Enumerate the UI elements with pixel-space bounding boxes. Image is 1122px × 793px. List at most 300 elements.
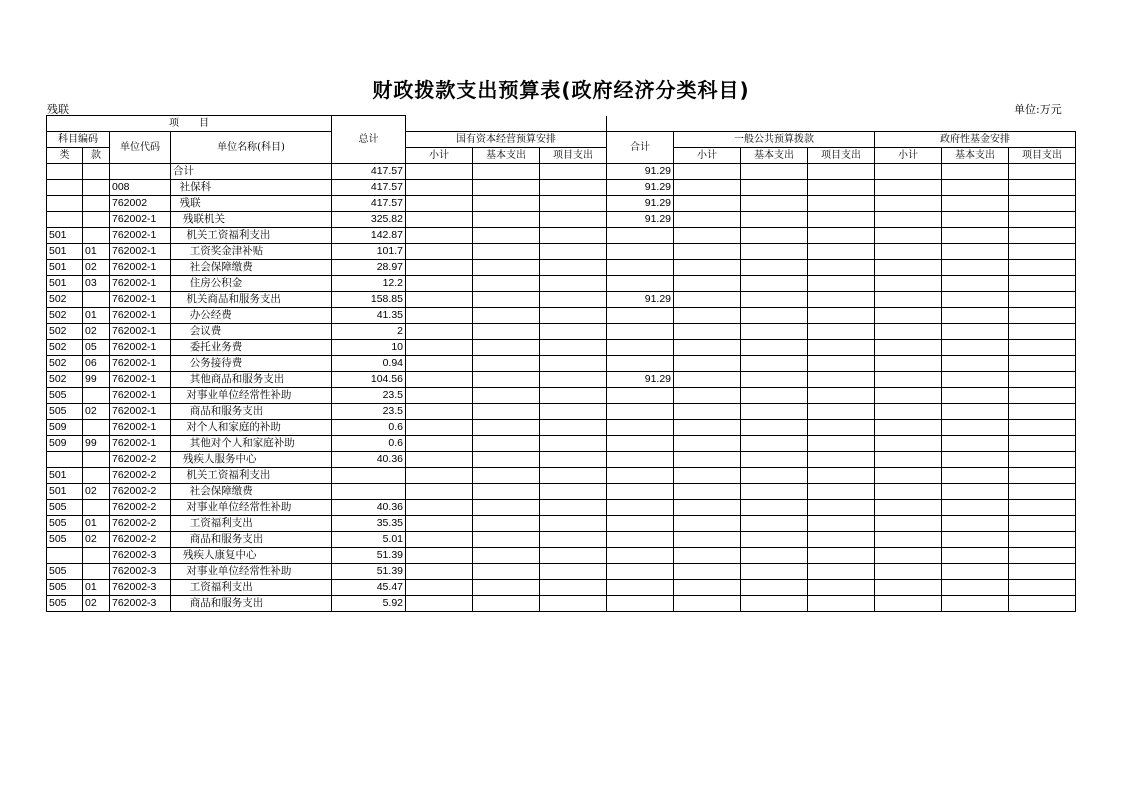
row-sum-cell: 91.29 [607,164,674,180]
row-gf-project-cell [1009,324,1076,340]
header-sum: 合计 [607,132,674,164]
row-class-cell: 502 [47,324,83,340]
row-item-cell: 02 [83,404,110,420]
table-row [47,196,1076,212]
row-sc-project-cell [540,436,607,452]
table-row [47,260,1076,276]
row-gp-project-cell [808,580,875,596]
row-gf-subtotal-cell [875,500,942,516]
row-total-cell: 158.85 [332,292,406,308]
row-gp-basic-cell [741,596,808,612]
row-gf-subtotal-cell [875,404,942,420]
row-gp-basic-cell [741,324,808,340]
row-unit-name-cell: 对事业单位经常性补助 [171,388,332,404]
row-gf-basic-cell [942,500,1009,516]
row-unit-name-cell: 机关工资福利支出 [171,228,332,244]
row-class-cell: 501 [47,228,83,244]
row-gp-basic-cell [741,356,808,372]
row-gp-basic-cell [741,404,808,420]
row-unit-name-cell: 住房公积金 [171,276,332,292]
row-item-cell [83,292,110,308]
row-gf-basic-cell [942,164,1009,180]
row-gp-subtotal-cell [674,580,741,596]
table-row [47,452,1076,468]
row-unit-name-cell: 办公经费 [171,308,332,324]
row-gf-project-cell [1009,276,1076,292]
table-row [47,212,1076,228]
row-gf-subtotal-cell [875,292,942,308]
row-gp-subtotal-cell [674,452,741,468]
table-row [47,244,1076,260]
row-sc-subtotal-cell [406,388,473,404]
row-gp-project-cell [808,516,875,532]
row-gf-project-cell [1009,228,1076,244]
table-row [47,580,1076,596]
row-sc-basic-cell [473,580,540,596]
row-gp-project-cell [808,436,875,452]
row-gf-basic-cell [942,244,1009,260]
header-gf-project: 项目支出 [1009,148,1076,164]
row-unit-code-cell: 762002-3 [110,564,171,580]
row-total-cell: 417.57 [332,180,406,196]
row-class-cell: 501 [47,244,83,260]
row-sum-cell [607,340,674,356]
row-sc-subtotal-cell [406,308,473,324]
row-gp-subtotal-cell [674,372,741,388]
header-blank-2 [607,116,1076,132]
row-sc-basic-cell [473,180,540,196]
row-gf-basic-cell [942,388,1009,404]
row-gp-subtotal-cell [674,532,741,548]
row-sc-basic-cell [473,244,540,260]
row-gp-subtotal-cell [674,548,741,564]
row-item-cell [83,196,110,212]
row-gf-basic-cell [942,436,1009,452]
row-gf-project-cell [1009,292,1076,308]
row-gp-project-cell [808,212,875,228]
row-gp-basic-cell [741,388,808,404]
row-sc-project-cell [540,516,607,532]
row-sc-subtotal-cell [406,180,473,196]
row-gp-basic-cell [741,564,808,580]
header-general-public: 一般公共预算拨款 [674,132,875,148]
row-class-cell: 505 [47,404,83,420]
row-sum-cell [607,404,674,420]
row-item-cell: 99 [83,372,110,388]
row-gf-project-cell [1009,484,1076,500]
row-gp-basic-cell [741,500,808,516]
row-gp-project-cell [808,388,875,404]
row-sc-basic-cell [473,564,540,580]
row-gf-subtotal-cell [875,324,942,340]
row-gp-subtotal-cell [674,164,741,180]
row-sc-basic-cell [473,372,540,388]
table-row [47,468,1076,484]
row-unit-name-cell: 工资福利支出 [171,580,332,596]
row-class-cell: 505 [47,580,83,596]
row-item-cell: 01 [83,516,110,532]
table-row [47,516,1076,532]
row-gp-project-cell [808,500,875,516]
row-sc-subtotal-cell [406,404,473,420]
row-gp-project-cell [808,308,875,324]
row-unit-name-cell: 商品和服务支出 [171,596,332,612]
header-gp-subtotal: 小计 [674,148,741,164]
row-total-cell: 417.57 [332,164,406,180]
row-unit-code-cell: 762002-1 [110,244,171,260]
row-sc-basic-cell [473,292,540,308]
row-sc-project-cell [540,548,607,564]
row-total-cell: 40.36 [332,500,406,516]
row-unit-name-cell: 社会保障缴费 [171,484,332,500]
row-total-cell: 12.2 [332,276,406,292]
header-unit-code: 单位代码 [110,132,171,164]
page-title: 财政拨款支出预算表(政府经济分类科目) [372,78,750,102]
row-class-cell: 509 [47,420,83,436]
row-gf-subtotal-cell [875,388,942,404]
row-class-cell [47,196,83,212]
header-gf-basic: 基本支出 [942,148,1009,164]
row-gf-project-cell [1009,196,1076,212]
header-subject-code: 科目编码 [47,132,110,148]
row-gf-basic-cell [942,276,1009,292]
row-gf-subtotal-cell [875,484,942,500]
row-gf-subtotal-cell [875,196,942,212]
row-gp-project-cell [808,548,875,564]
row-gf-subtotal-cell [875,564,942,580]
row-item-cell [83,468,110,484]
row-gp-subtotal-cell [674,180,741,196]
row-sc-subtotal-cell [406,356,473,372]
table-row [47,564,1076,580]
row-gp-project-cell [808,468,875,484]
header-gf-subtotal: 小计 [875,148,942,164]
row-gp-subtotal-cell [674,436,741,452]
row-unit-name-cell: 工资奖金津补贴 [171,244,332,260]
row-unit-code-cell: 762002-1 [110,356,171,372]
row-item-cell [83,180,110,196]
row-gf-basic-cell [942,516,1009,532]
row-class-cell: 502 [47,340,83,356]
row-class-cell: 505 [47,596,83,612]
row-unit-name-cell: 工资福利支出 [171,516,332,532]
row-class-cell: 505 [47,388,83,404]
row-sc-basic-cell [473,452,540,468]
row-total-cell: 5.92 [332,596,406,612]
row-sum-cell [607,228,674,244]
row-item-cell [83,228,110,244]
row-gf-subtotal-cell [875,436,942,452]
row-gp-basic-cell [741,228,808,244]
row-total-cell: 5.01 [332,532,406,548]
row-item-cell [83,212,110,228]
row-total-cell [332,468,406,484]
row-gf-project-cell [1009,212,1076,228]
row-gf-project-cell [1009,564,1076,580]
row-gf-project-cell [1009,436,1076,452]
row-class-cell [47,180,83,196]
row-sum-cell [607,356,674,372]
row-class-cell: 501 [47,260,83,276]
row-gf-project-cell [1009,468,1076,484]
row-gp-basic-cell [741,516,808,532]
row-sc-project-cell [540,196,607,212]
row-sc-project-cell [540,340,607,356]
row-unit-name-cell: 社保科 [171,180,332,196]
row-unit-code-cell: 762002-3 [110,596,171,612]
row-gp-project-cell [808,276,875,292]
header-total: 总计 [332,116,406,164]
row-sc-project-cell [540,532,607,548]
row-sum-cell [607,452,674,468]
row-gf-project-cell [1009,420,1076,436]
header-gov-fund: 政府性基金安排 [875,132,1076,148]
row-gf-project-cell [1009,180,1076,196]
row-sc-basic-cell [473,436,540,452]
row-total-cell: 2 [332,324,406,340]
row-gp-project-cell [808,372,875,388]
row-total-cell: 45.47 [332,580,406,596]
row-gf-subtotal-cell [875,596,942,612]
row-gp-project-cell [808,228,875,244]
row-unit-code-cell: 762002-1 [110,228,171,244]
row-gp-subtotal-cell [674,388,741,404]
row-gp-subtotal-cell [674,276,741,292]
row-sc-basic-cell [473,468,540,484]
row-gp-subtotal-cell [674,596,741,612]
header-item: 款 [83,148,110,164]
row-sc-project-cell [540,596,607,612]
row-gp-basic-cell [741,484,808,500]
row-unit-name-cell: 对个人和家庭的补助 [171,420,332,436]
row-unit-name-cell: 机关工资福利支出 [171,468,332,484]
table-row [47,324,1076,340]
row-gp-subtotal-cell [674,484,741,500]
row-sc-basic-cell [473,404,540,420]
row-sc-basic-cell [473,340,540,356]
row-sum-cell [607,500,674,516]
row-gf-project-cell [1009,260,1076,276]
row-sc-project-cell [540,404,607,420]
row-sum-cell: 91.29 [607,196,674,212]
row-sc-project-cell [540,324,607,340]
row-gf-subtotal-cell [875,516,942,532]
row-gf-project-cell [1009,580,1076,596]
row-sc-subtotal-cell [406,532,473,548]
row-gf-subtotal-cell [875,548,942,564]
row-gf-project-cell [1009,532,1076,548]
row-unit-code-cell: 762002-1 [110,308,171,324]
row-sc-project-cell [540,500,607,516]
row-gp-project-cell [808,484,875,500]
row-sc-basic-cell [473,276,540,292]
row-sc-subtotal-cell [406,324,473,340]
table-row [47,372,1076,388]
row-item-cell: 02 [83,484,110,500]
row-class-cell: 502 [47,356,83,372]
row-gp-subtotal-cell [674,420,741,436]
row-sc-basic-cell [473,420,540,436]
row-sc-basic-cell [473,164,540,180]
row-sum-cell [607,324,674,340]
table-body [47,164,1076,612]
row-unit-code-cell: 762002-2 [110,452,171,468]
row-sc-basic-cell [473,516,540,532]
row-unit-name-cell: 公务接待费 [171,356,332,372]
row-gp-project-cell [808,324,875,340]
row-sc-project-cell [540,564,607,580]
row-item-cell: 06 [83,356,110,372]
row-unit-code-cell: 762002-2 [110,468,171,484]
row-gp-subtotal-cell [674,468,741,484]
row-sc-subtotal-cell [406,372,473,388]
row-gf-project-cell [1009,388,1076,404]
row-sc-subtotal-cell [406,196,473,212]
row-total-cell: 51.39 [332,564,406,580]
row-class-cell: 505 [47,500,83,516]
header-sc-basic: 基本支出 [473,148,540,164]
row-sc-subtotal-cell [406,276,473,292]
row-sc-subtotal-cell [406,292,473,308]
row-sc-basic-cell [473,596,540,612]
row-sc-project-cell [540,468,607,484]
row-sum-cell [607,308,674,324]
row-item-cell [83,452,110,468]
row-unit-code-cell: 762002-1 [110,420,171,436]
row-total-cell [332,484,406,500]
row-class-cell: 502 [47,292,83,308]
row-item-cell: 01 [83,580,110,596]
row-class-cell: 505 [47,516,83,532]
row-class-cell: 501 [47,468,83,484]
row-gp-subtotal-cell [674,244,741,260]
row-gf-basic-cell [942,180,1009,196]
row-gf-subtotal-cell [875,276,942,292]
row-item-cell: 99 [83,436,110,452]
row-gf-basic-cell [942,324,1009,340]
row-sc-basic-cell [473,324,540,340]
row-sc-project-cell [540,180,607,196]
row-sc-subtotal-cell [406,340,473,356]
row-gf-subtotal-cell [875,180,942,196]
row-sc-project-cell [540,484,607,500]
row-sc-project-cell [540,388,607,404]
row-sum-cell: 91.29 [607,292,674,308]
row-gp-project-cell [808,564,875,580]
table-row [47,228,1076,244]
row-unit-name-cell: 残联 [171,196,332,212]
header-project: 项 目 [47,116,332,132]
row-sc-subtotal-cell [406,420,473,436]
row-gf-basic-cell [942,196,1009,212]
table-row [47,276,1076,292]
row-gf-subtotal-cell [875,356,942,372]
row-total-cell: 23.5 [332,404,406,420]
row-sum-cell [607,532,674,548]
unit-label: 单位:万元 [1014,103,1062,116]
row-gf-subtotal-cell [875,212,942,228]
row-sc-subtotal-cell [406,228,473,244]
row-gf-basic-cell [942,340,1009,356]
row-gf-subtotal-cell [875,340,942,356]
row-gp-basic-cell [741,196,808,212]
row-unit-name-cell: 对事业单位经常性补助 [171,500,332,516]
row-class-cell [47,164,83,180]
row-gp-subtotal-cell [674,212,741,228]
row-sc-project-cell [540,244,607,260]
row-total-cell: 28.97 [332,260,406,276]
row-sum-cell [607,468,674,484]
row-total-cell: 0.94 [332,356,406,372]
row-sc-subtotal-cell [406,244,473,260]
table-row [47,356,1076,372]
row-sum-cell [607,244,674,260]
row-item-cell: 03 [83,276,110,292]
row-sc-basic-cell [473,212,540,228]
row-sc-project-cell [540,580,607,596]
table-row [47,388,1076,404]
row-sum-cell [607,388,674,404]
row-gp-project-cell [808,404,875,420]
row-unit-code-cell: 762002-1 [110,324,171,340]
row-gf-subtotal-cell [875,420,942,436]
row-class-cell: 501 [47,484,83,500]
row-sc-project-cell [540,212,607,228]
row-sc-project-cell [540,292,607,308]
row-sum-cell [607,580,674,596]
row-unit-code-cell [110,164,171,180]
header-sc-subtotal: 小计 [406,148,473,164]
row-sum-cell [607,596,674,612]
table-row [47,500,1076,516]
row-item-cell: 02 [83,260,110,276]
row-gf-basic-cell [942,420,1009,436]
row-gp-project-cell [808,196,875,212]
row-gf-basic-cell [942,580,1009,596]
org-label: 残联 [47,103,69,116]
row-sc-subtotal-cell [406,548,473,564]
row-item-cell: 02 [83,324,110,340]
row-gf-subtotal-cell [875,228,942,244]
row-gp-subtotal-cell [674,196,741,212]
row-gp-basic-cell [741,420,808,436]
row-gf-basic-cell [942,548,1009,564]
row-unit-code-cell: 762002-1 [110,292,171,308]
table-row [47,340,1076,356]
row-item-cell [83,548,110,564]
row-sc-basic-cell [473,196,540,212]
row-item-cell: 02 [83,596,110,612]
row-unit-name-cell: 残疾人服务中心 [171,452,332,468]
row-unit-name-cell: 残联机关 [171,212,332,228]
row-gf-subtotal-cell [875,244,942,260]
row-gf-project-cell [1009,164,1076,180]
row-gp-subtotal-cell [674,292,741,308]
row-class-cell: 501 [47,276,83,292]
row-sum-cell [607,548,674,564]
row-gp-basic-cell [741,308,808,324]
row-sc-basic-cell [473,548,540,564]
table-row [47,532,1076,548]
row-item-cell [83,388,110,404]
row-unit-name-cell: 对事业单位经常性补助 [171,564,332,580]
row-unit-code-cell: 762002-2 [110,516,171,532]
row-gp-basic-cell [741,580,808,596]
row-unit-name-cell: 商品和服务支出 [171,404,332,420]
row-gp-project-cell [808,244,875,260]
row-gf-project-cell [1009,404,1076,420]
row-gp-project-cell [808,340,875,356]
